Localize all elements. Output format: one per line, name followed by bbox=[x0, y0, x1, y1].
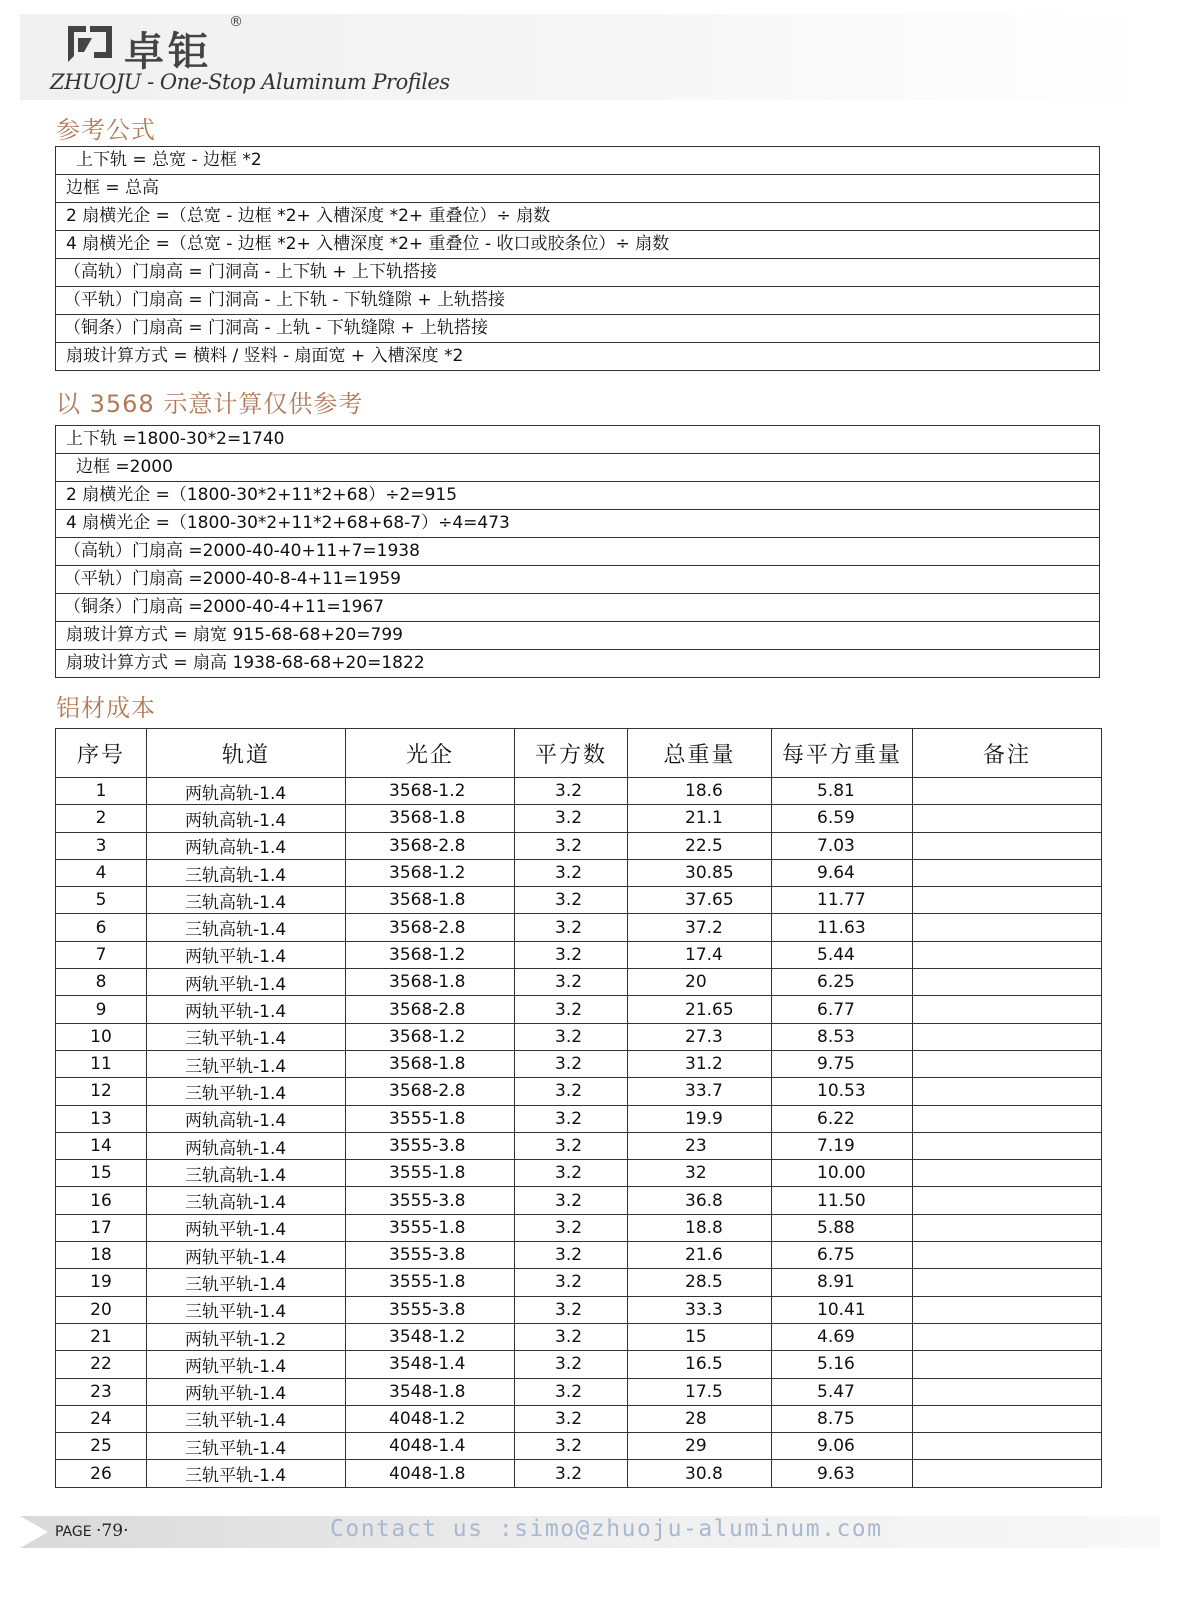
formula-line: （高轨）门扇高 = 门洞高 - 上下轨 + 上下轨搭接 bbox=[56, 259, 1099, 287]
table-row bbox=[56, 969, 1102, 996]
formula-line: 边框 =2000 bbox=[56, 454, 1099, 482]
row-area: 3.2 bbox=[515, 1214, 628, 1241]
row-area: 3.2 bbox=[515, 832, 628, 859]
table-row bbox=[56, 1105, 1102, 1132]
row-weight-per-sqm: 4.69 bbox=[772, 1323, 913, 1350]
row-total-weight: 15 bbox=[628, 1323, 772, 1350]
row-area: 3.2 bbox=[515, 1405, 628, 1432]
row-total-weight: 19.9 bbox=[628, 1105, 772, 1132]
row-notes bbox=[913, 1242, 1102, 1269]
row-index: 16 bbox=[56, 1187, 147, 1214]
formula-line: 2 扇横光企 =（总宽 - 边框 *2+ 入槽深度 *2+ 重叠位）÷ 扇数 bbox=[56, 203, 1099, 231]
row-area: 3.2 bbox=[515, 1351, 628, 1378]
row-weight-per-sqm: 9.75 bbox=[772, 1050, 913, 1077]
row-index: 2 bbox=[56, 805, 147, 832]
row-total-weight: 17.4 bbox=[628, 941, 772, 968]
page-label-text: PAGE bbox=[55, 1524, 92, 1540]
row-index: 25 bbox=[56, 1433, 147, 1460]
row-total-weight: 37.65 bbox=[628, 887, 772, 914]
row-index: 8 bbox=[56, 969, 147, 996]
row-notes bbox=[913, 969, 1102, 996]
row-weight-per-sqm: 8.53 bbox=[772, 1023, 913, 1050]
row-total-weight: 22.5 bbox=[628, 832, 772, 859]
row-area: 3.2 bbox=[515, 887, 628, 914]
row-total-weight: 29 bbox=[628, 1433, 772, 1460]
row-notes bbox=[913, 1378, 1102, 1405]
row-area: 3.2 bbox=[515, 914, 628, 941]
row-area: 3.2 bbox=[515, 941, 628, 968]
row-total-weight: 21.65 bbox=[628, 996, 772, 1023]
formula-line: 4 扇横光企 =（1800-30*2+11*2+68+68-7）÷4=473 bbox=[56, 510, 1099, 538]
row-area: 3.2 bbox=[515, 1433, 628, 1460]
cost-table bbox=[55, 728, 1102, 1488]
formula-line: （平轨）门扇高 =2000-40-8-4+11=1959 bbox=[56, 566, 1099, 594]
zhuoju-logo-icon bbox=[64, 22, 116, 66]
header-index: 序号 bbox=[56, 729, 147, 778]
row-notes bbox=[913, 805, 1102, 832]
row-weight-per-sqm: 9.64 bbox=[772, 859, 913, 886]
table-row bbox=[56, 1187, 1102, 1214]
formula-line: （铜条）门扇高 = 门洞高 - 上轨 - 下轨缝隙 + 上轨搭接 bbox=[56, 315, 1099, 343]
row-area: 3.2 bbox=[515, 1378, 628, 1405]
formula-line: （铜条）门扇高 =2000-40-4+11=1967 bbox=[56, 594, 1099, 622]
row-total-weight: 31.2 bbox=[628, 1050, 772, 1077]
header-area: 平方数 bbox=[515, 729, 628, 778]
row-notes bbox=[913, 1269, 1102, 1296]
row-area: 3.2 bbox=[515, 1105, 628, 1132]
row-total-weight: 33.7 bbox=[628, 1078, 772, 1105]
row-index: 5 bbox=[56, 887, 147, 914]
registered-mark: ® bbox=[229, 14, 243, 30]
row-index: 22 bbox=[56, 1351, 147, 1378]
row-glass: 3568-1.2 bbox=[346, 941, 515, 968]
row-total-weight: 27.3 bbox=[628, 1023, 772, 1050]
row-index: 1 bbox=[56, 778, 147, 805]
row-track: 两轨平轨-1.4 bbox=[147, 941, 346, 968]
table-row bbox=[56, 805, 1102, 832]
row-total-weight: 18.8 bbox=[628, 1214, 772, 1241]
row-total-weight: 33.3 bbox=[628, 1296, 772, 1323]
row-index: 13 bbox=[56, 1105, 147, 1132]
row-weight-per-sqm: 9.06 bbox=[772, 1433, 913, 1460]
row-glass: 3568-1.2 bbox=[346, 1023, 515, 1050]
header-notes: 备注 bbox=[913, 729, 1102, 778]
row-area: 3.2 bbox=[515, 1242, 628, 1269]
row-glass: 3568-2.8 bbox=[346, 1078, 515, 1105]
row-glass: 3568-1.2 bbox=[346, 778, 515, 805]
footer-arrow-icon bbox=[20, 1516, 48, 1548]
row-total-weight: 21.1 bbox=[628, 805, 772, 832]
table-row bbox=[56, 1078, 1102, 1105]
row-area: 3.2 bbox=[515, 1160, 628, 1187]
formula-line: 边框 = 总高 bbox=[56, 175, 1099, 203]
table-row bbox=[56, 1214, 1102, 1241]
formula-line: 2 扇横光企 =（1800-30*2+11*2+68）÷2=915 bbox=[56, 482, 1099, 510]
row-weight-per-sqm: 10.53 bbox=[772, 1078, 913, 1105]
row-total-weight: 23 bbox=[628, 1132, 772, 1159]
row-index: 14 bbox=[56, 1132, 147, 1159]
table-row bbox=[56, 1050, 1102, 1077]
row-notes bbox=[913, 1050, 1102, 1077]
row-track: 两轨平轨-1.4 bbox=[147, 1351, 346, 1378]
row-weight-per-sqm: 11.77 bbox=[772, 887, 913, 914]
row-glass: 4048-1.4 bbox=[346, 1433, 515, 1460]
row-weight-per-sqm: 8.91 bbox=[772, 1269, 913, 1296]
row-total-weight: 21.6 bbox=[628, 1242, 772, 1269]
row-index: 3 bbox=[56, 832, 147, 859]
row-glass: 3555-3.8 bbox=[346, 1187, 515, 1214]
row-weight-per-sqm: 6.22 bbox=[772, 1105, 913, 1132]
table-row bbox=[56, 1160, 1102, 1187]
row-glass: 3568-1.8 bbox=[346, 887, 515, 914]
table-row bbox=[56, 832, 1102, 859]
row-weight-per-sqm: 6.25 bbox=[772, 969, 913, 996]
row-track: 两轨平轨-1.2 bbox=[147, 1323, 346, 1350]
brand-tagline: ZHUOJU - One-Stop Aluminum Profiles bbox=[50, 70, 450, 94]
row-glass: 3555-3.8 bbox=[346, 1242, 515, 1269]
formula-line: （平轨）门扇高 = 门洞高 - 上下轨 - 下轨缝隙 + 上轨搭接 bbox=[56, 287, 1099, 315]
table-row bbox=[56, 1296, 1102, 1323]
row-area: 3.2 bbox=[515, 1296, 628, 1323]
row-weight-per-sqm: 11.50 bbox=[772, 1187, 913, 1214]
header-track: 轨道 bbox=[147, 729, 346, 778]
row-notes bbox=[913, 1323, 1102, 1350]
row-area: 3.2 bbox=[515, 859, 628, 886]
row-notes bbox=[913, 1187, 1102, 1214]
row-total-weight: 28.5 bbox=[628, 1269, 772, 1296]
row-weight-per-sqm: 11.63 bbox=[772, 914, 913, 941]
row-track: 三轨高轨-1.4 bbox=[147, 914, 346, 941]
row-total-weight: 17.5 bbox=[628, 1378, 772, 1405]
contact-email[interactable]: Contact us :simo@zhuoju-aluminum.com bbox=[330, 1516, 883, 1542]
row-index: 21 bbox=[56, 1323, 147, 1350]
row-track: 三轨平轨-1.4 bbox=[147, 1433, 346, 1460]
row-glass: 3568-2.8 bbox=[346, 914, 515, 941]
header-weight-per-sqm: 每平方重量 bbox=[772, 729, 913, 778]
row-weight-per-sqm: 6.59 bbox=[772, 805, 913, 832]
row-notes bbox=[913, 1351, 1102, 1378]
row-track: 三轨高轨-1.4 bbox=[147, 1187, 346, 1214]
row-notes bbox=[913, 1105, 1102, 1132]
row-glass: 3555-3.8 bbox=[346, 1296, 515, 1323]
formula-line: 扇玻计算方式 = 扇高 1938-68-68+20=1822 bbox=[66, 653, 425, 673]
row-glass: 3568-1.8 bbox=[346, 1050, 515, 1077]
row-glass: 4048-1.8 bbox=[346, 1460, 515, 1487]
row-total-weight: 16.5 bbox=[628, 1351, 772, 1378]
row-index: 11 bbox=[56, 1050, 147, 1077]
row-index: 4 bbox=[56, 859, 147, 886]
row-index: 7 bbox=[56, 941, 147, 968]
row-track: 两轨高轨-1.4 bbox=[147, 832, 346, 859]
row-weight-per-sqm: 5.44 bbox=[772, 941, 913, 968]
formula-line: 上下轨 =1800-30*2=1740 bbox=[56, 426, 1099, 454]
row-weight-per-sqm: 6.77 bbox=[772, 996, 913, 1023]
row-area: 3.2 bbox=[515, 778, 628, 805]
row-track: 三轨平轨-1.4 bbox=[147, 1460, 346, 1487]
row-area: 3.2 bbox=[515, 1323, 628, 1350]
row-area: 3.2 bbox=[515, 1023, 628, 1050]
row-glass: 3548-1.4 bbox=[346, 1351, 515, 1378]
row-area: 3.2 bbox=[515, 969, 628, 996]
row-weight-per-sqm: 10.41 bbox=[772, 1296, 913, 1323]
table-row bbox=[56, 859, 1102, 886]
row-weight-per-sqm: 5.88 bbox=[772, 1214, 913, 1241]
row-track: 三轨平轨-1.4 bbox=[147, 1296, 346, 1323]
row-notes bbox=[913, 1296, 1102, 1323]
row-total-weight: 36.8 bbox=[628, 1187, 772, 1214]
table-row bbox=[56, 1378, 1102, 1405]
row-area: 3.2 bbox=[515, 996, 628, 1023]
row-notes bbox=[913, 996, 1102, 1023]
page-label bbox=[55, 1521, 128, 1541]
table-row bbox=[56, 1242, 1102, 1269]
row-notes bbox=[913, 1214, 1102, 1241]
row-weight-per-sqm: 6.75 bbox=[772, 1242, 913, 1269]
row-weight-per-sqm: 9.63 bbox=[772, 1460, 913, 1487]
row-glass: 3568-2.8 bbox=[346, 832, 515, 859]
table-row bbox=[56, 1132, 1102, 1159]
row-notes bbox=[913, 832, 1102, 859]
formula-section-title: 参考公式 bbox=[56, 116, 156, 144]
row-track: 两轨高轨-1.4 bbox=[147, 805, 346, 832]
row-weight-per-sqm: 5.16 bbox=[772, 1351, 913, 1378]
row-notes bbox=[913, 1433, 1102, 1460]
table-row bbox=[56, 887, 1102, 914]
row-notes bbox=[913, 1023, 1102, 1050]
row-notes bbox=[913, 887, 1102, 914]
row-notes bbox=[913, 859, 1102, 886]
row-weight-per-sqm: 7.19 bbox=[772, 1132, 913, 1159]
formula-table bbox=[55, 146, 1100, 371]
row-glass: 3548-1.2 bbox=[346, 1323, 515, 1350]
row-glass: 3568-1.2 bbox=[346, 859, 515, 886]
row-track: 三轨平轨-1.4 bbox=[147, 1269, 346, 1296]
table-row bbox=[56, 1023, 1102, 1050]
row-area: 3.2 bbox=[515, 805, 628, 832]
table-row bbox=[56, 778, 1102, 805]
row-area: 3.2 bbox=[515, 1187, 628, 1214]
table-row bbox=[56, 1269, 1102, 1296]
row-area: 3.2 bbox=[515, 1050, 628, 1077]
row-index: 26 bbox=[56, 1460, 147, 1487]
row-glass: 3568-1.8 bbox=[346, 805, 515, 832]
row-area: 3.2 bbox=[515, 1269, 628, 1296]
row-track: 三轨高轨-1.4 bbox=[147, 1160, 346, 1187]
row-total-weight: 32 bbox=[628, 1160, 772, 1187]
row-track: 三轨高轨-1.4 bbox=[147, 887, 346, 914]
row-area: 3.2 bbox=[515, 1132, 628, 1159]
header-glass: 光企 bbox=[346, 729, 515, 778]
row-index: 24 bbox=[56, 1405, 147, 1432]
cost-table-header-row bbox=[56, 729, 1102, 778]
row-track: 三轨平轨-1.4 bbox=[147, 1078, 346, 1105]
row-glass: 3568-2.8 bbox=[346, 996, 515, 1023]
row-glass: 3555-3.8 bbox=[346, 1132, 515, 1159]
row-track: 两轨平轨-1.4 bbox=[147, 1378, 346, 1405]
row-track: 两轨平轨-1.4 bbox=[147, 1242, 346, 1269]
formula-line: 上下轨 = 总宽 - 边框 *2 bbox=[56, 147, 1099, 175]
row-track: 两轨平轨-1.4 bbox=[147, 969, 346, 996]
row-track: 两轨高轨-1.4 bbox=[147, 1105, 346, 1132]
header-total-weight: 总重量 bbox=[628, 729, 772, 778]
row-glass: 3555-1.8 bbox=[346, 1105, 515, 1132]
table-row bbox=[56, 996, 1102, 1023]
row-index: 19 bbox=[56, 1269, 147, 1296]
row-total-weight: 28 bbox=[628, 1405, 772, 1432]
row-track: 两轨高轨-1.4 bbox=[147, 778, 346, 805]
row-track: 两轨高轨-1.4 bbox=[147, 1132, 346, 1159]
row-index: 6 bbox=[56, 914, 147, 941]
row-index: 15 bbox=[56, 1160, 147, 1187]
row-notes bbox=[913, 914, 1102, 941]
page-number: ·79· bbox=[96, 1521, 129, 1541]
row-weight-per-sqm: 10.00 bbox=[772, 1160, 913, 1187]
row-track: 三轨平轨-1.4 bbox=[147, 1023, 346, 1050]
row-track: 三轨平轨-1.4 bbox=[147, 1405, 346, 1432]
row-total-weight: 30.85 bbox=[628, 859, 772, 886]
table-row bbox=[56, 1351, 1102, 1378]
row-notes bbox=[913, 1160, 1102, 1187]
row-total-weight: 18.6 bbox=[628, 778, 772, 805]
brand-name-cn: 卓钜 bbox=[124, 29, 212, 75]
row-index: 12 bbox=[56, 1078, 147, 1105]
row-track: 两轨平轨-1.4 bbox=[147, 1214, 346, 1241]
row-index: 10 bbox=[56, 1023, 147, 1050]
example-section-title: 以 3568 示意计算仅供参考 bbox=[56, 390, 364, 418]
row-glass: 3555-1.8 bbox=[346, 1269, 515, 1296]
row-index: 9 bbox=[56, 996, 147, 1023]
row-weight-per-sqm: 5.47 bbox=[772, 1378, 913, 1405]
row-notes bbox=[913, 778, 1102, 805]
row-area: 3.2 bbox=[515, 1078, 628, 1105]
table-row bbox=[56, 1405, 1102, 1432]
row-area: 3.2 bbox=[515, 1460, 628, 1487]
row-notes bbox=[913, 1460, 1102, 1487]
row-track: 两轨平轨-1.4 bbox=[147, 996, 346, 1023]
formula-line: 扇玻计算方式 = 扇宽 915-68-68+20=799 bbox=[56, 622, 1099, 650]
row-track: 三轨平轨-1.4 bbox=[147, 1050, 346, 1077]
row-total-weight: 30.8 bbox=[628, 1460, 772, 1487]
formula-line: 扇玻计算方式 = 横料 / 竖料 - 扇面宽 + 入槽深度 *2 bbox=[66, 346, 464, 366]
example-table bbox=[55, 425, 1100, 678]
table-row bbox=[56, 1323, 1102, 1350]
row-total-weight: 37.2 bbox=[628, 914, 772, 941]
row-weight-per-sqm: 5.81 bbox=[772, 778, 913, 805]
row-glass: 3555-1.8 bbox=[346, 1160, 515, 1187]
row-index: 18 bbox=[56, 1242, 147, 1269]
row-total-weight: 20 bbox=[628, 969, 772, 996]
row-notes bbox=[913, 1132, 1102, 1159]
row-glass: 3555-1.8 bbox=[346, 1214, 515, 1241]
row-weight-per-sqm: 7.03 bbox=[772, 832, 913, 859]
formula-line: （高轨）门扇高 =2000-40-40+11+7=1938 bbox=[56, 538, 1099, 566]
row-weight-per-sqm: 8.75 bbox=[772, 1405, 913, 1432]
row-glass: 3548-1.8 bbox=[346, 1378, 515, 1405]
row-index: 17 bbox=[56, 1214, 147, 1241]
row-glass: 3568-1.8 bbox=[346, 969, 515, 996]
table-row bbox=[56, 1460, 1102, 1487]
row-notes bbox=[913, 941, 1102, 968]
row-track: 三轨高轨-1.4 bbox=[147, 859, 346, 886]
cost-section-title: 铝材成本 bbox=[56, 694, 156, 722]
table-row bbox=[56, 941, 1102, 968]
row-notes bbox=[913, 1405, 1102, 1432]
table-row bbox=[56, 914, 1102, 941]
row-index: 20 bbox=[56, 1296, 147, 1323]
row-index: 23 bbox=[56, 1378, 147, 1405]
row-glass: 4048-1.2 bbox=[346, 1405, 515, 1432]
row-notes bbox=[913, 1078, 1102, 1105]
table-row bbox=[56, 1433, 1102, 1460]
formula-line: 4 扇横光企 =（总宽 - 边框 *2+ 入槽深度 *2+ 重叠位 - 收口或胶条位）÷ 扇数 bbox=[56, 231, 1099, 259]
